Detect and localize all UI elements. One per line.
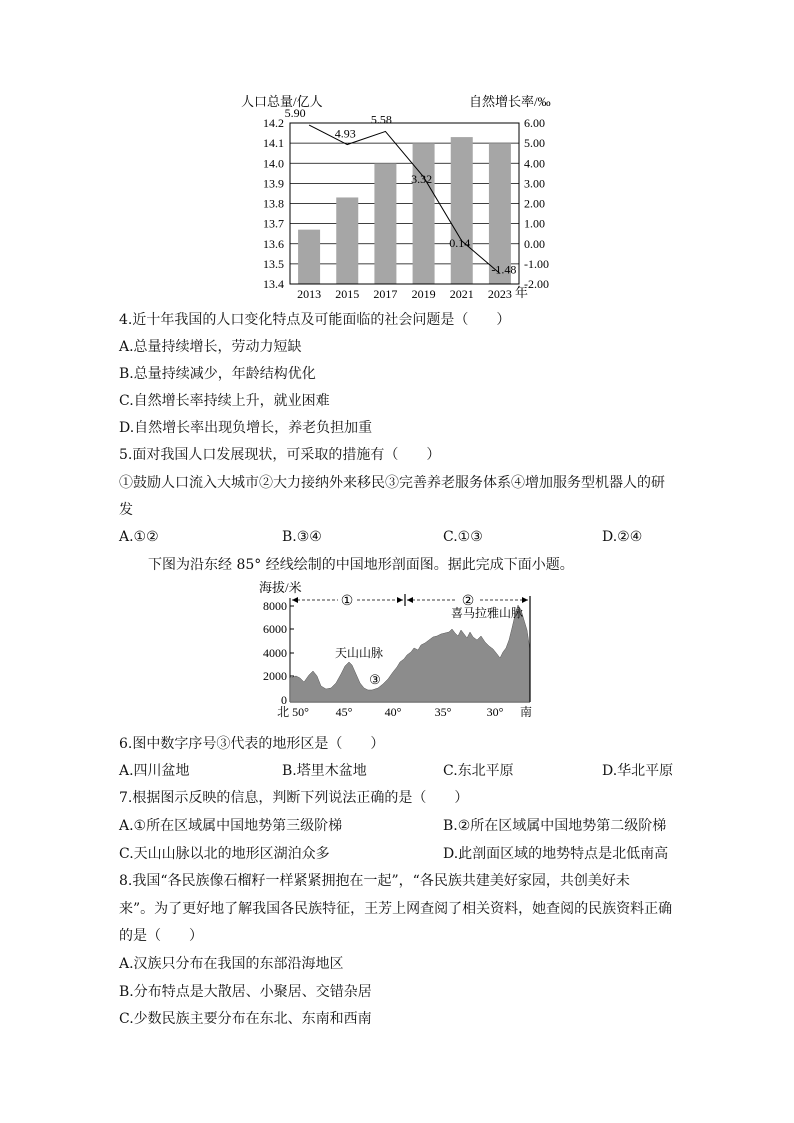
- left-tick-label: 13.5: [263, 256, 284, 271]
- q4-option-b[interactable]: B.总量持续减少，年龄结构优化: [119, 366, 316, 382]
- x-tick: 南: [519, 705, 533, 719]
- y-tick: 0: [281, 693, 287, 707]
- left-tick-label: 13.4: [263, 277, 284, 291]
- x-tick-label: 2021: [449, 287, 474, 301]
- q8-stem-line1: 8.我国“各民族像石榴籽一样紧紧拥抱在一起”，“各民族共建美好家园，共创美好未: [119, 873, 630, 889]
- profile-x-ticks: [277, 704, 532, 719]
- right-tick-label: 5.00: [524, 136, 545, 151]
- profile-y-ticks: [263, 599, 287, 707]
- left-tick-label: 13.9: [263, 176, 284, 191]
- left-axis-label: 人口总量/亿人: [241, 94, 323, 109]
- profile-intro: 下图为沿东经 85° 经线绘制的中国地形剖面图。据此完成下面小题。: [148, 557, 574, 573]
- population-bar: [451, 137, 473, 284]
- right-tick-label: 4.00: [524, 156, 545, 171]
- data-label: -1.48: [491, 262, 517, 277]
- right-tick-label: 6.00: [524, 116, 545, 130]
- population-bar: [336, 197, 358, 284]
- profile-y-axis-label: 海拔/米: [259, 580, 302, 595]
- data-label: 3.32: [411, 171, 433, 186]
- x-tick: 45°: [335, 705, 353, 719]
- right-tick-label: 0.00: [524, 236, 545, 251]
- q5-stem: 5.面对我国人口发展现状，可采取的措施有（ ）: [119, 447, 441, 463]
- q4-option-d[interactable]: D.自然增长率出现负增长，养老负担加重: [119, 420, 373, 436]
- left-tick-label: 13.7: [263, 216, 284, 231]
- q5-option-d[interactable]: D.②④: [602, 529, 643, 545]
- data-label: 5.90: [284, 106, 306, 121]
- y-tick-marks: [290, 606, 294, 676]
- right-tick-label: -2.00: [524, 277, 549, 291]
- q4-stem: 4.近十年我国的人口变化特点及可能面临的社会问题是（ ）: [119, 312, 511, 328]
- data-label: 4.93: [334, 126, 356, 141]
- x-tick: 30°: [486, 705, 504, 719]
- q5-option-c[interactable]: C.①③: [443, 529, 483, 545]
- q6-option-c[interactable]: C.东北平原: [443, 763, 514, 779]
- y-tick: 8000: [263, 599, 287, 613]
- x-tick-label: 2017: [373, 287, 398, 301]
- data-label: 5.58: [370, 112, 392, 127]
- q8-option-a[interactable]: A.汉族只分布在我国的东部沿海地区: [119, 956, 344, 972]
- q7-option-a[interactable]: A.①所在区域属中国地势第三级阶梯: [119, 818, 343, 834]
- grid-lines: [290, 143, 519, 264]
- q5-option-b[interactable]: B.③④: [282, 529, 322, 545]
- x-tick-label: 2013: [297, 287, 322, 301]
- q6-option-b[interactable]: B.塔里木盆地: [282, 763, 367, 779]
- tianshan-label: 天山山脉: [335, 646, 384, 660]
- q4-option-a[interactable]: A.总量持续增长，劳动力短缺: [119, 339, 302, 355]
- y-tick: 2000: [263, 669, 287, 683]
- left-tick-label: 14.0: [263, 156, 284, 171]
- x-tick-label: 2019: [411, 287, 436, 301]
- q4-option-c[interactable]: C.自然增长率持续上升，就业困难: [119, 393, 330, 409]
- right-tick-label: 3.00: [524, 176, 545, 191]
- right-tick-labels: [524, 116, 549, 291]
- y-tick: 6000: [263, 622, 287, 636]
- q7-option-c[interactable]: C.天山山脉以北的地形区湖泊众多: [119, 846, 330, 862]
- q5-measures-line2: 发: [119, 502, 133, 518]
- terrain-profile: [0, 575, 794, 725]
- left-tick-labels: [263, 116, 284, 291]
- right-tick-label: 1.00: [524, 216, 545, 231]
- q6-option-a[interactable]: A.四川盆地: [119, 763, 190, 779]
- x-tick-labels: [297, 287, 512, 301]
- q8-option-c[interactable]: C.少数民族主要分布在东北、东南和西南: [119, 1011, 372, 1027]
- population-bar: [413, 143, 435, 284]
- x-tick: 北 50°: [277, 705, 309, 719]
- q5-measures-line1: ①鼓励人口流入大城市②大力接纳外来移民③完善养老服务体系④增加服务型机器人的研: [119, 475, 665, 491]
- y-tick: 4000: [263, 646, 287, 660]
- q7-option-b[interactable]: B.②所在区域属中国地势第二级阶梯: [443, 818, 667, 834]
- q8-option-b[interactable]: B.分布特点是大散居、小聚居、交错杂居: [119, 984, 372, 1000]
- left-tick-label: 13.6: [263, 236, 284, 251]
- population-bar: [374, 163, 396, 284]
- left-tick-label: 13.8: [263, 196, 284, 211]
- x-unit-label: 年: [515, 285, 529, 300]
- bars: [298, 137, 511, 284]
- region2-label: ②: [461, 594, 475, 609]
- x-tick: 35°: [434, 705, 452, 719]
- x-tick-label: 2023: [487, 287, 512, 301]
- x-tick: 40°: [384, 705, 402, 719]
- right-axis-label: 自然增长率/‰: [469, 94, 551, 109]
- left-tick-label: 14.1: [263, 136, 284, 151]
- right-tick-label: -1.00: [524, 256, 549, 271]
- q7-option-d[interactable]: D.此剖面区域的地势特点是北低南高: [443, 846, 669, 862]
- data-label: 0.14: [449, 235, 471, 250]
- population-bar: [298, 230, 320, 284]
- q5-option-a[interactable]: A.①②: [119, 529, 159, 545]
- left-tick-label: 14.2: [263, 116, 284, 130]
- q6-stem: 6.图中数字序号③代表的地形区是（ ）: [119, 736, 385, 752]
- q8-stem-line2: 来”。为了更好地了解我国各民族特征，王芳上网查阅了相关资料，她查阅的民族资料正确: [119, 901, 673, 917]
- region3-label: ③: [369, 672, 381, 687]
- himalaya-label: 喜马拉雅山脉: [451, 606, 524, 620]
- q8-stem-line3: 的是（ ）: [119, 928, 203, 944]
- q6-option-d[interactable]: D.华北平原: [602, 763, 674, 779]
- q7-stem: 7.根据图示反映的信息，判断下列说法正确的是（ ）: [119, 790, 469, 806]
- region1-label: ①: [340, 594, 354, 609]
- right-tick-label: 2.00: [524, 196, 545, 211]
- x-tick-label: 2015: [335, 287, 360, 301]
